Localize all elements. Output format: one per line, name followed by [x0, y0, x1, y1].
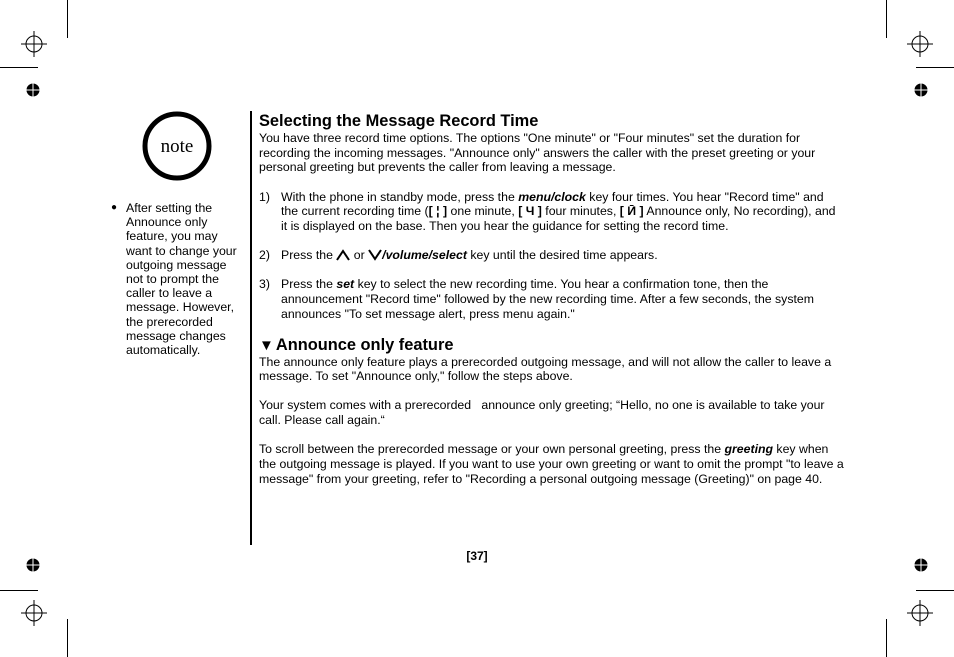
bullet-icon: ● [111, 202, 118, 213]
section-title-announce-only [259, 336, 844, 355]
registration-dot-icon [914, 83, 928, 97]
side-note [111, 201, 246, 357]
step-text: Press the [281, 277, 337, 292]
record-time-intro: You have three record time options. The options "One minute" or "Four minutes" set the duration for recording the incoming messages. "Announce only" answers the caller with the preset greeting or your personal greeting but prevents the caller from leaving a message. [259, 131, 816, 175]
announce-only-title: Announce only feature [275, 335, 454, 354]
step-2 [259, 248, 844, 263]
step-text: Announce only, No recording), and it is displayed on the base. Then you hear the guidance for setting the record time. [281, 204, 836, 234]
note-circle-icon [140, 111, 214, 183]
crop-mark [67, 0, 68, 38]
registration-crosshair-icon [907, 31, 933, 57]
announce-only-paragraph-3 [259, 442, 844, 486]
step-3 [259, 277, 844, 321]
announce-only-paragraph-1: The announce only feature plays a prerecorded outgoing message, and will not allow the caller to leave a message. To set "Announce only," follow the steps above. [259, 354, 832, 384]
registration-crosshair-icon [21, 31, 47, 57]
crop-mark [916, 590, 954, 591]
step-text: key to select the new recording time. You hear a confirmation tone, then the announcement "Record time" followed by the new recording time. After a few seconds, the system announces "To set message alert, press menu again." [281, 277, 814, 321]
triangle-marker-icon: ▼ [259, 336, 274, 354]
display-glyph-one-minute: [ ¦ ] [428, 204, 448, 219]
step-text: or [350, 248, 369, 263]
section-title-record-time: Selecting the Message Record Time [259, 112, 539, 130]
side-note-text: After setting the Announce only feature, you may want to change your outgoing message not to prompt the caller to leave a message. However, the prerecorded message changes automatically. [126, 201, 237, 358]
crop-mark [886, 0, 887, 38]
announce-only-paragraph-2: Your system comes with a prerecorded announce only greeting; “Hello, no one is available to take your call. Please call again.“ [259, 398, 828, 428]
note-badge [140, 111, 214, 183]
main-content [259, 112, 844, 486]
step-text: key four times. You hear "Record time" and the current recording time ( [281, 189, 824, 219]
set-key: set [336, 277, 355, 292]
volume-select-key: /volume/select [382, 248, 467, 263]
step-1 [259, 190, 844, 234]
step-number: 1) [259, 189, 270, 204]
crop-mark [67, 619, 68, 657]
crop-mark [0, 67, 38, 68]
step-text: With the phone in standby mode, press the [281, 189, 519, 204]
crop-mark [886, 619, 887, 657]
down-arrow-icon [368, 249, 382, 261]
menu-clock-key: menu/clock [518, 189, 586, 204]
crop-mark [916, 67, 954, 68]
up-arrow-icon [336, 249, 350, 261]
step-text: one minute, [447, 204, 519, 219]
page-number: [37] [466, 549, 488, 563]
step-text: four minutes, [541, 204, 620, 219]
registration-crosshair-icon [907, 600, 933, 626]
note-label: note [160, 136, 194, 157]
step-text: key until the desired time appears. [466, 248, 658, 263]
step-text: Press the [281, 248, 337, 263]
display-glyph-four-minutes: [ Ч ] [518, 204, 542, 219]
paragraph-text: key when the outgoing message is played. If you want to use your own greeting or want to omit the prompt "to leave a message" from your greeting, refer to "Recording a personal outgoing message (Greeting)" on page 40. [259, 442, 844, 486]
step-number: 3) [259, 277, 270, 292]
registration-dot-icon [26, 83, 40, 97]
crop-mark [0, 590, 38, 591]
paragraph-text: To scroll between the prerecorded message or your own personal greeting, press the [259, 442, 725, 457]
step-number: 2) [259, 248, 270, 263]
display-glyph-announce-only: [ Ӣ ] [619, 204, 644, 219]
registration-crosshair-icon [21, 600, 47, 626]
column-divider [250, 111, 252, 545]
greeting-key: greeting [724, 442, 774, 457]
